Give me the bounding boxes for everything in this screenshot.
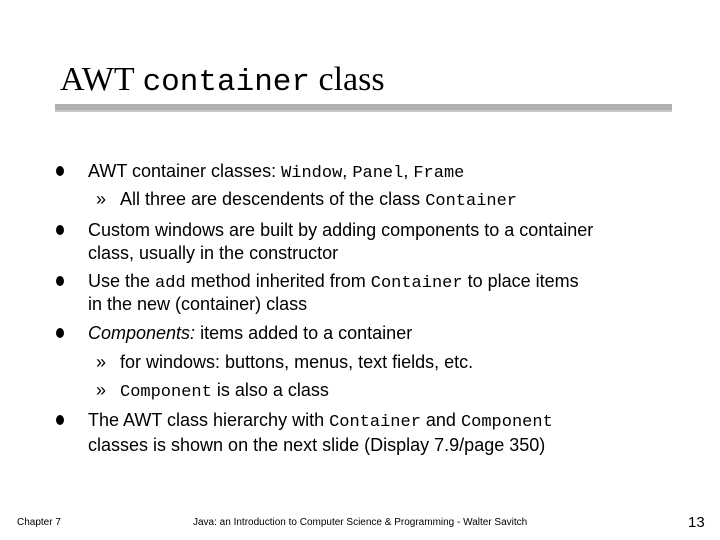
body-text: , (342, 161, 353, 181)
code-text: Component (120, 383, 212, 402)
body-text: in the new (container) class (88, 294, 308, 314)
code-text: Window (281, 164, 343, 183)
code-text: Panel (352, 164, 404, 183)
code-text: Container (370, 274, 463, 293)
bullet-dot (56, 225, 64, 235)
bullet-5-line-1 (88, 409, 553, 434)
body-text: The AWT class hierarchy with (88, 410, 330, 430)
footer-chapter: Chapter 7 (17, 517, 61, 528)
subbullet-marker: » (96, 352, 107, 372)
body-text: items added to a container (195, 323, 413, 343)
subbullet-2 (96, 351, 473, 374)
title-code: container (142, 65, 311, 100)
title-text-after: class (318, 61, 385, 98)
body-text: class, usually in the constructor (88, 243, 339, 263)
bullet-3-line-1 (88, 270, 579, 295)
code-text: Frame (413, 164, 465, 183)
subbullet-3 (96, 379, 329, 404)
subbullet-1-text (120, 189, 517, 209)
bullet-2-line-2 (88, 242, 338, 265)
code-text: Container (329, 413, 421, 432)
body-text: is also a class (211, 380, 329, 400)
italic-text: Components: (88, 323, 196, 343)
body-text: Use the (88, 271, 156, 291)
body-text: for windows: buttons, menus, text fields, etc. (120, 352, 474, 372)
bullet-dot (56, 166, 64, 176)
bullet-1-line-1 (88, 160, 464, 185)
subbullet-3-text (120, 380, 329, 400)
subbullet-marker: » (96, 189, 107, 209)
code-text: Component (460, 413, 553, 432)
title-divider-line (55, 110, 672, 112)
body-text: , (403, 161, 414, 181)
bullet-dot (56, 276, 64, 286)
bullet-5-line-2 (88, 434, 545, 457)
bullet-3-line-2 (88, 293, 307, 316)
code-text: Container (425, 192, 518, 211)
body-text: and (420, 410, 461, 430)
body-text: AWT container classes: (88, 161, 282, 181)
title-text-before: AWT (60, 61, 135, 98)
body-text: method inherited from (185, 271, 371, 291)
subbullet-marker: » (96, 380, 107, 400)
slide-title (60, 60, 385, 103)
bullet-dot (56, 415, 64, 425)
footer-book-title: Java: an Introduction to Computer Science & Programming - Walter Savitch (193, 517, 528, 528)
body-text: classes is shown on the next slide (Display 7.9/page 350) (88, 435, 546, 455)
bullet-4-line-1 (88, 322, 412, 345)
bullet-dot (56, 328, 64, 338)
body-text: Custom windows are built by adding components to a container (88, 220, 594, 240)
code-text: add (155, 274, 186, 293)
subbullet-2-text (120, 352, 473, 372)
bullet-2-line-1 (88, 219, 593, 242)
subbullet-1 (96, 188, 517, 213)
body-text: to place items (462, 271, 579, 291)
body-text: All three are descendents of the class (120, 189, 426, 209)
page-number: 13 (688, 514, 705, 531)
